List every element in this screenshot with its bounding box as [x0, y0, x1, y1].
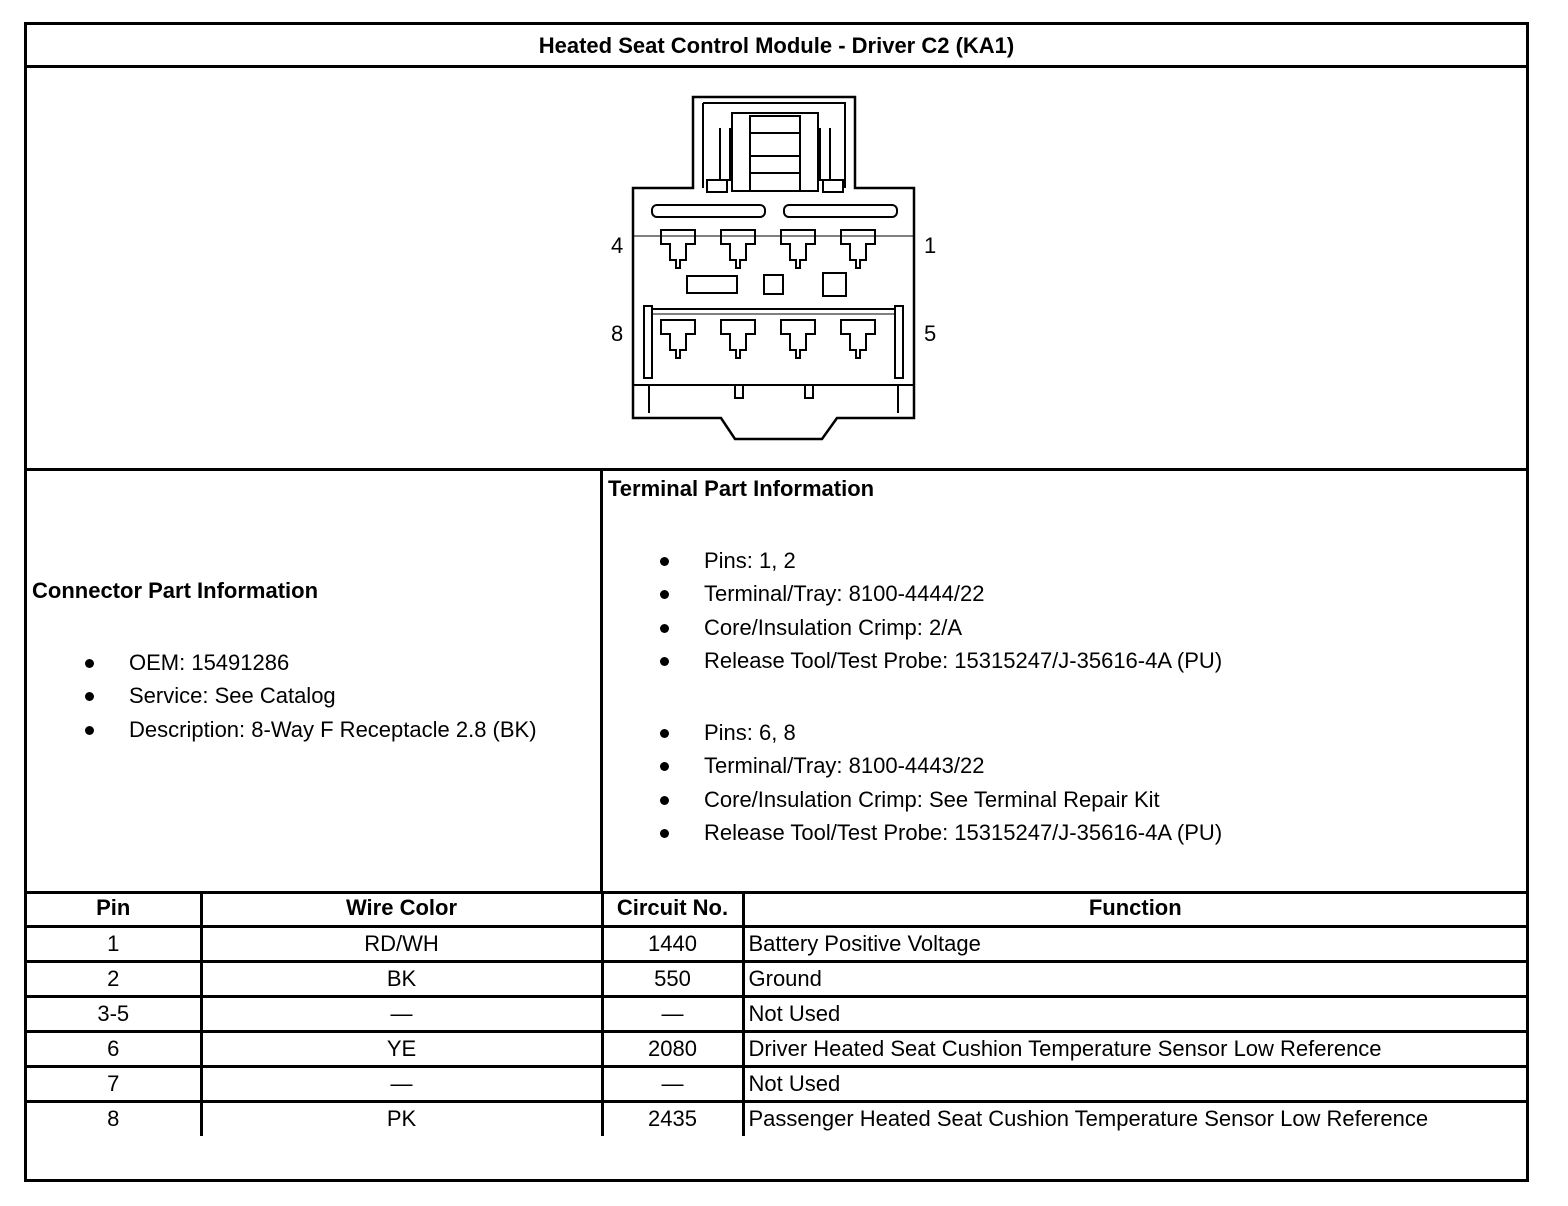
part-info-section	[27, 471, 1526, 894]
bullet-icon	[85, 692, 94, 701]
page-title: Heated Seat Control Module - Driver C2 (KA1)	[27, 25, 1526, 68]
cell-wire-color: —	[201, 1066, 602, 1101]
pin-label-1: 1	[924, 233, 937, 258]
pin-label-8: 8	[611, 321, 624, 346]
bullet-icon	[660, 796, 669, 805]
bullet-icon	[660, 657, 669, 666]
cell-circuit: 2435	[602, 1101, 743, 1136]
table-row	[27, 996, 1526, 1031]
table-row	[27, 1101, 1526, 1136]
cell-wire-color: RD/WH	[201, 926, 602, 961]
pin-label-4: 4	[611, 233, 624, 258]
cell-function: Not Used	[743, 996, 1526, 1031]
column-header-circuit: Circuit No.	[602, 891, 743, 926]
cell-function: Driver Heated Seat Cushion Temperature Sensor Low Reference	[743, 1031, 1526, 1066]
table-row	[27, 1066, 1526, 1101]
bullet-icon	[660, 624, 669, 633]
cell-function: Ground	[743, 961, 1526, 996]
cell-function: Not Used	[743, 1066, 1526, 1101]
table-row	[27, 1031, 1526, 1066]
cell-wire-color: —	[201, 996, 602, 1031]
cell-circuit: —	[602, 996, 743, 1031]
cell-pin: 7	[27, 1066, 201, 1101]
cell-circuit: —	[602, 1066, 743, 1101]
cell-circuit: 550	[602, 961, 743, 996]
cell-circuit: 1440	[602, 926, 743, 961]
column-header-function: Function	[743, 891, 1526, 926]
table-row	[27, 926, 1526, 961]
bullet-icon	[660, 590, 669, 599]
cell-pin: 8	[27, 1101, 201, 1136]
table-row	[27, 961, 1526, 996]
bullet-icon	[660, 729, 669, 738]
cell-pin: 3-5	[27, 996, 201, 1031]
cell-function: Passenger Heated Seat Cushion Temperature Sensor Low Reference	[743, 1101, 1526, 1136]
cell-wire-color: YE	[201, 1031, 602, 1066]
bullet-icon	[85, 726, 94, 735]
cell-pin: 2	[27, 961, 201, 996]
table-header-row	[27, 891, 1526, 926]
cell-pin: 1	[27, 926, 201, 961]
connector-info-heading: Connector Part Information	[32, 578, 319, 603]
connector-diagram	[27, 68, 1526, 471]
bullet-icon	[660, 829, 669, 838]
bullet-icon	[660, 557, 669, 566]
bullet-icon	[660, 762, 669, 771]
connector-part-info: Connector Part Information OEM: 15491286 Service: See Catalog Description: 8-Way F Receptacle 2.8 (BK)	[27, 471, 603, 891]
column-header-wire-color: Wire Color	[201, 891, 602, 926]
cell-pin: 6	[27, 1031, 201, 1066]
cell-function: Battery Positive Voltage	[743, 926, 1526, 961]
bullet-icon	[85, 659, 94, 668]
pin-label-5: 5	[924, 321, 937, 346]
cell-wire-color: BK	[201, 961, 602, 996]
cell-wire-color: PK	[201, 1101, 602, 1136]
pin-table	[27, 891, 1526, 1136]
column-header-pin: Pin	[27, 891, 201, 926]
cell-circuit: 2080	[602, 1031, 743, 1066]
connector-face-drawing	[27, 68, 1526, 468]
document-frame	[24, 22, 1529, 1182]
terminal-part-info: Terminal Part Information Pins: 1, 2 Terminal/Tray: 8100-4444/22 Core/Insulation Crimp: 2/A Release Tool/Test Probe: 15315247/J-35616-4A (PU) Pins: 6, 8 Terminal/Tray: 8100-4443/22 Core/Insulation Crimp: See Terminal Repair Kit Release Tool/Test Probe: 15315247/J-35616-4A (PU)	[608, 476, 1223, 845]
terminal-info-heading: Terminal Part Information	[608, 476, 875, 501]
